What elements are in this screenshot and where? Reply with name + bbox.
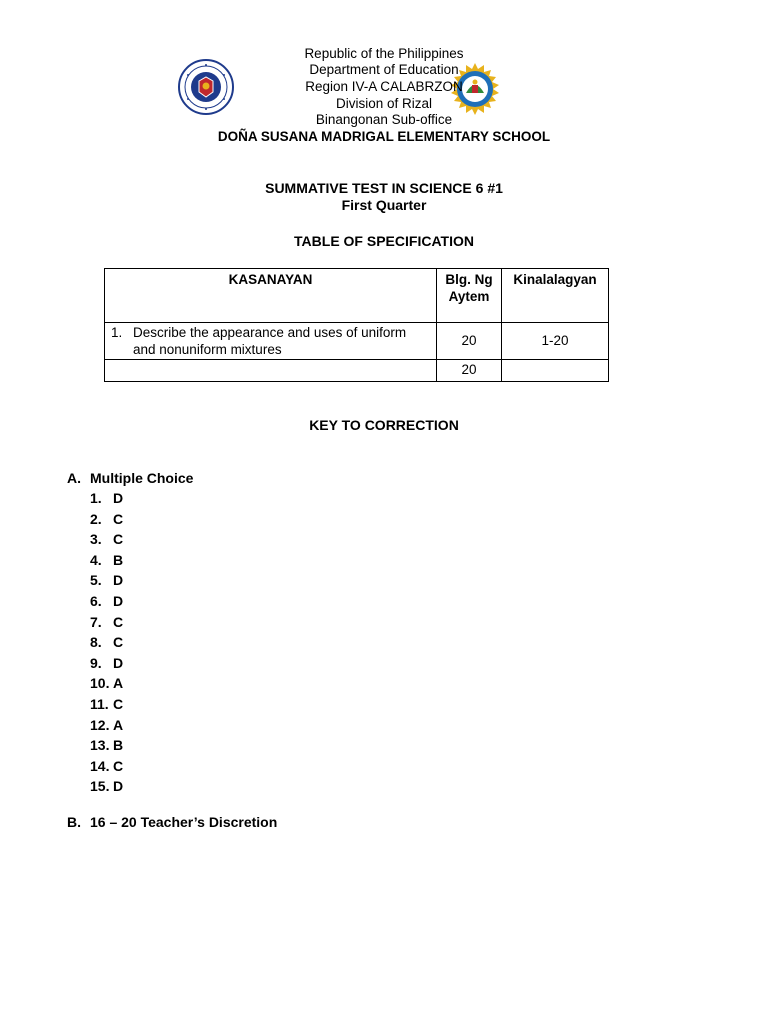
header-line-suboffice: Binangonan Sub-office [315,112,453,127]
list-item: 10. A [90,675,124,692]
deped-seal-icon [178,59,234,115]
section-b-label: 16 – 20 Teacher’s Discretion [90,814,278,830]
list-item: 8. C [90,634,124,651]
key-title: KEY TO CORRECTION [309,417,459,433]
header-blg-ng-aytem: Blg. Ng Aytem [445,272,493,304]
list-item: 9. D [90,654,124,671]
list-item: 1. D [90,490,124,506]
list-item: 13. B [90,737,124,754]
answer-list [90,488,123,797]
row-1-placement: 1-20 [541,333,569,348]
section-b-letter: B. [67,814,81,830]
header-kasanayan: KASANAYAN [228,272,313,287]
section-b-heading [67,814,277,830]
section-a-heading [67,470,193,486]
section-a-label: Multiple Choice [90,470,194,486]
list-item: 2. C [90,510,124,527]
tos-table [104,268,609,382]
section-a-letter: A. [67,470,81,486]
header-line-division: Division of Rizal [335,96,433,111]
row-1-items: 20 [461,333,477,348]
list-item: 15. D [90,778,124,795]
list-item: 12. A [90,716,124,733]
row-1-number: 1. [111,325,123,340]
list-item: 11. C [90,695,124,712]
quarter-title: First Quarter [341,197,427,213]
list-item: 5. D [90,572,124,589]
total-items: 20 [461,362,477,377]
row-1-competency: Describe the appearance and uses of uniform and nonuniform mixtures [133,325,407,357]
header-line-republic: Republic of the Philippines [304,46,464,61]
list-item: 7. C [90,613,124,630]
list-item: 4. B [90,551,124,568]
list-item: 14. C [90,757,124,774]
school-name: DOÑA SUSANA MADRIGAL ELEMENTARY SCHOOL [217,129,551,144]
list-item: 6. D [90,592,124,609]
test-title: SUMMATIVE TEST IN SCIENCE 6 #1 [265,180,503,196]
header-line-department: Department of Education [309,62,459,77]
tos-title: TABLE OF SPECIFICATION [294,233,474,249]
list-item: 3. C [90,531,124,548]
header-kinalalagyan: Kinalalagyan [513,272,597,287]
header-line-region: Region IV-A CALABRZON [305,79,463,94]
